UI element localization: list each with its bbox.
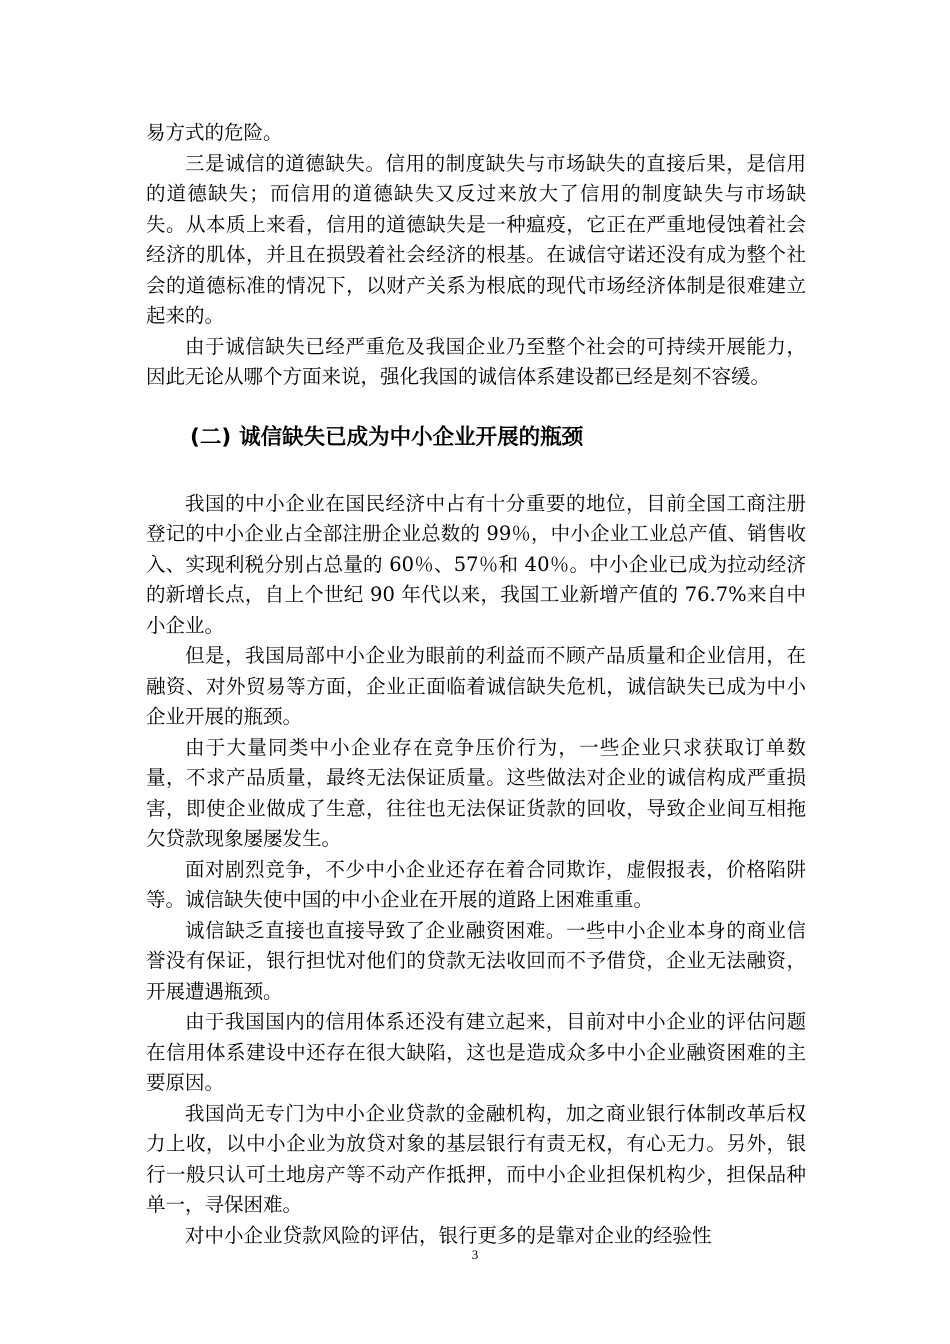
section-heading (146, 423, 806, 453)
page-body (146, 118, 806, 1251)
section-number: (二) (190, 424, 232, 450)
paragraph-8: 诚信缺乏直接也直接导致了企业融资困难。一些中小企业本身的商业信誉没有保证，银行担忧对他们的贷款无法收回而不予借贷，企业无法融资，开展遭遇瓶颈。 (146, 918, 806, 1003)
paragraph-4: 我国的中小企业在国民经济中占有十分重要的地位，目前全国工商注册登记的中小企业占全部注册企业总数的 99％，中小企业工业总产值、销售收入、实现利税分别占总量的 60％、57％和 40％。中小企业已成为拉动经济的新增长点，自上个世纪 90 年代以来，我国工业新增产值的 76.7%来自中小企业。 (146, 491, 806, 637)
paragraph-9: 由于我国国内的信用体系还没有建立起来，目前对中小企业的评估问题在信用体系建设中还存在很大缺陷，这也是造成众多中小企业融资困难的主要原因。 (146, 1010, 806, 1094)
paragraph-11: 对中小企业贷款风险的评估，银行更多的是靠对企业的经验性 (185, 1223, 712, 1247)
section-title: 诚信缺失已成为中小企业开展的瓶颈 (239, 424, 584, 450)
paragraph-10: 我国尚无专门为中小企业贷款的金融机构，加之商业银行体制改革后权力上收，以中小企业为放贷对象的基层银行有责无权，有心无力。另外，银行一般只认可土地房产等不动产作抵押，而中小企业担保机构少，担保品种单一，寻保困难。 (146, 1101, 806, 1216)
page-number: 3 (471, 1247, 479, 1262)
paragraph-7: 面对剧烈竞争，不少中小企业还存在着合同欺诈，虚假报表，价格陷阱等。诚信缺失使中国的中小企业在开展的道路上困难重重。 (146, 857, 806, 911)
paragraph-6: 由于大量同类中小企业存在竞争压价行为，一些企业只求获取订单数量，不求产品质量，最终无法保证质量。这些做法对企业的诚信构成严重损害，即使企业做成了生意，往往也无法保证货款的回收，导致企业间互相拖欠贷款现象屡屡发生。 (146, 735, 806, 850)
paragraph-5: 但是，我国局部中小企业为眼前的利益而不顾产品质量和企业信用，在融资、对外贸易等方面，企业正面临着诚信缺失危机，诚信缺失已成为中小企业开展的瓶颈。 (146, 644, 806, 728)
paragraph-1: 易方式的危险。 (146, 121, 283, 144)
paragraph-3: 由于诚信缺失已经严重危及我国企业乃至整个社会的可持续开展能力，因此无论从哪个方面来说，强化我国的诚信体系建设都已经是刻不容缓。 (146, 334, 806, 388)
paragraph-2: 三是诚信的道德缺失。信用的制度缺失与市场缺失的直接后果，是信用的道德缺失；而信用的道德缺失又反过来放大了信用的制度缺失与市场缺失。从本质上来看，信用的道德缺失是一种瘟疫，它正在严重地侵蚀着社会经济的肌体，并且在损毁着社会经济的根基。在诚信守诺还没有成为整个社会的道德标准的情况下，以财产关系为根底的现代市场经济体制是很难建立起来的。 (146, 151, 806, 327)
